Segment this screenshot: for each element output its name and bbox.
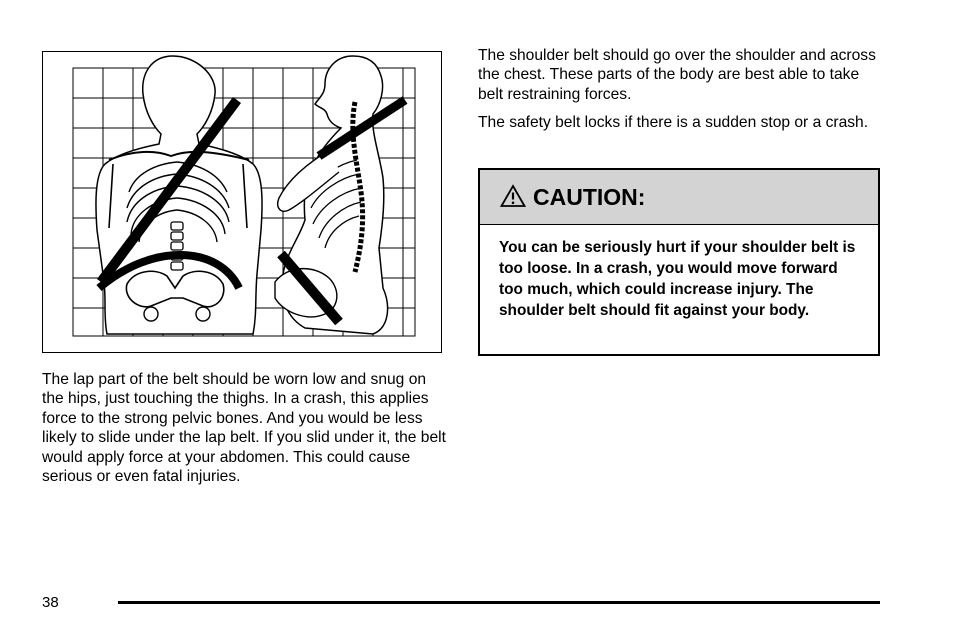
page-number: 38: [42, 594, 59, 611]
caution-title: CAUTION:: [533, 183, 646, 210]
shoulder-belt-paragraph: The shoulder belt should go over the shoulder and across the chest. These parts of the body are best able to take belt restraining forces.: [478, 47, 876, 103]
warning-triangle-icon: [500, 184, 526, 208]
belt-lock-paragraph: The safety belt locks if there is a sudden stop or a crash.: [478, 114, 869, 131]
lap-belt-paragraph: The lap part of the belt should be worn low and snug on the hips, just touching the thighs. In a crash, this applies force to the strong pelvic bones. And you would be less likely to slide under the lap belt. If you slid under it, the belt would apply force at your abdomen. This could cause serious or even fatal injuries.: [42, 371, 446, 486]
caution-body-text: You can be seriously hurt if your shoulder belt is too loose. In a crash, you would move forward too much, which could increase injury. The shoulder belt should fit against your body.: [499, 239, 856, 319]
caution-header: [480, 170, 878, 225]
skeleton-belt-drawing: [43, 52, 443, 354]
caution-box: [478, 168, 880, 356]
seatbelt-illustration: [42, 51, 442, 353]
footer-rule: [118, 601, 880, 604]
